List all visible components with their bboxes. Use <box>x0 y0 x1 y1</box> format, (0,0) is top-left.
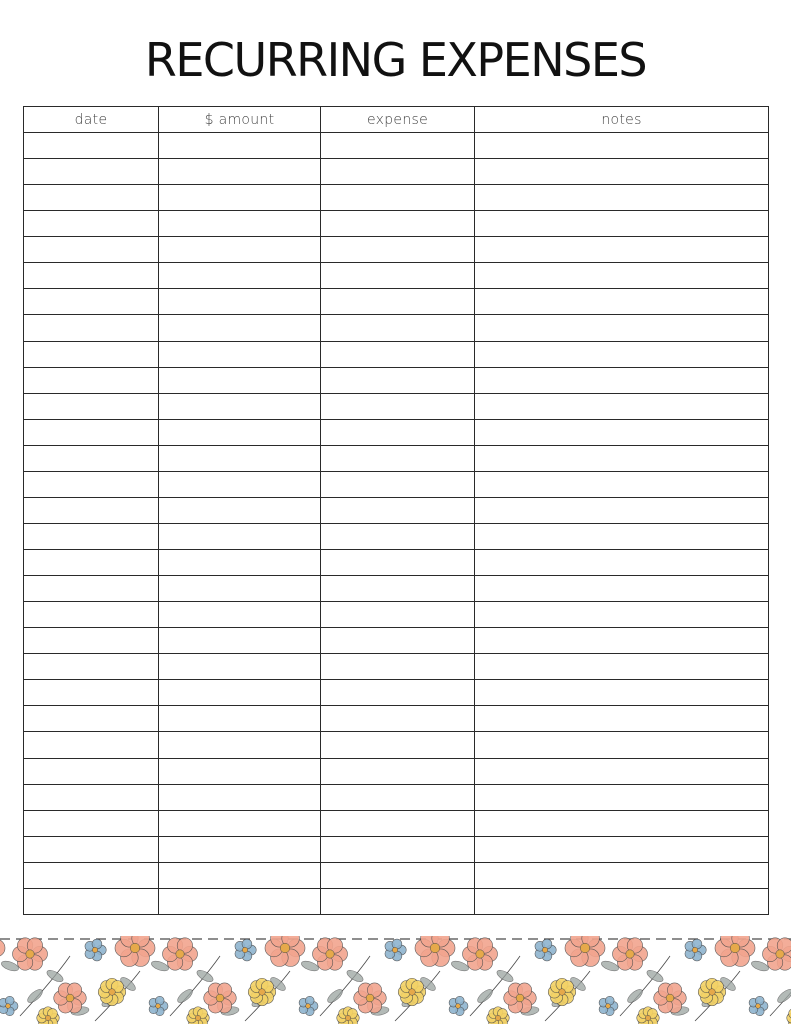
notes-cell[interactable] <box>475 602 769 628</box>
amount-cell[interactable] <box>159 680 321 706</box>
date-cell[interactable] <box>24 654 159 680</box>
table-row <box>24 133 769 159</box>
date-cell[interactable] <box>24 784 159 810</box>
flower-center-icon <box>216 994 224 1002</box>
notes-cell[interactable] <box>475 576 769 602</box>
amount-cell[interactable] <box>159 784 321 810</box>
flower-center-icon <box>259 989 266 996</box>
flower-center-icon <box>495 1015 500 1020</box>
table-row <box>24 289 769 315</box>
leaf-icon <box>176 987 195 1005</box>
expense-cell[interactable] <box>321 550 475 576</box>
amount-cell[interactable] <box>159 602 321 628</box>
table-row <box>24 497 769 523</box>
amount-cell[interactable] <box>159 706 321 732</box>
notes-cell[interactable] <box>475 497 769 523</box>
date-cell[interactable] <box>24 419 159 445</box>
expense-cell[interactable] <box>321 471 475 497</box>
amount-cell[interactable] <box>159 263 321 289</box>
notes-cell[interactable] <box>475 419 769 445</box>
notes-cell[interactable] <box>475 341 769 367</box>
expense-cell[interactable] <box>321 680 475 706</box>
date-cell[interactable] <box>24 758 159 784</box>
flower-center-icon <box>580 943 590 953</box>
date-cell[interactable] <box>24 862 159 888</box>
expense-cell[interactable] <box>321 523 475 549</box>
notes-cell[interactable] <box>475 159 769 185</box>
leaf-icon <box>326 987 345 1005</box>
notes-cell[interactable] <box>475 315 769 341</box>
flower-center-icon <box>242 947 247 952</box>
amount-cell[interactable] <box>159 888 321 914</box>
recurring-expenses-table <box>23 106 769 915</box>
date-cell[interactable] <box>24 497 159 523</box>
amount-cell[interactable] <box>159 497 321 523</box>
table-row <box>24 445 769 471</box>
notes-cell[interactable] <box>475 550 769 576</box>
flower-center-icon <box>709 989 716 996</box>
amount-cell[interactable] <box>159 211 321 237</box>
amount-cell[interactable] <box>159 237 321 263</box>
date-cell[interactable] <box>24 576 159 602</box>
leaf-icon <box>26 987 45 1005</box>
leaf-icon <box>626 987 645 1005</box>
table-row <box>24 758 769 784</box>
date-cell[interactable] <box>24 211 159 237</box>
expense-cell[interactable] <box>321 419 475 445</box>
flower-center-icon <box>130 943 140 953</box>
table-row <box>24 836 769 862</box>
notes-cell[interactable] <box>475 393 769 419</box>
table-row <box>24 211 769 237</box>
flower-center-icon <box>692 947 697 952</box>
expense-cell[interactable] <box>321 706 475 732</box>
amount-cell[interactable] <box>159 133 321 159</box>
flower-center-icon <box>392 947 397 952</box>
table-body <box>24 133 769 915</box>
expense-cell[interactable] <box>321 888 475 914</box>
expense-cell[interactable] <box>321 393 475 419</box>
flower-center-icon <box>366 994 374 1002</box>
amount-cell[interactable] <box>159 159 321 185</box>
flower-center-icon <box>476 950 484 958</box>
date-cell[interactable] <box>24 810 159 836</box>
table-row <box>24 159 769 185</box>
flower-center-icon <box>756 1004 761 1009</box>
notes-cell[interactable] <box>475 836 769 862</box>
flower-center-icon <box>26 950 34 958</box>
date-cell[interactable] <box>24 706 159 732</box>
column-header-date: date <box>24 107 159 133</box>
flower-center-icon <box>176 950 184 958</box>
table-row <box>24 471 769 497</box>
notes-cell[interactable] <box>475 706 769 732</box>
table-row <box>24 393 769 419</box>
flower-center-icon <box>6 1004 11 1009</box>
flower-center-icon <box>326 950 334 958</box>
flower-center-icon <box>345 1015 350 1020</box>
table-row <box>24 706 769 732</box>
expense-cell[interactable] <box>321 315 475 341</box>
date-cell[interactable] <box>24 732 159 758</box>
table-row <box>24 862 769 888</box>
amount-cell[interactable] <box>159 393 321 419</box>
table-row <box>24 628 769 654</box>
amount-cell[interactable] <box>159 862 321 888</box>
expense-cell[interactable] <box>321 289 475 315</box>
flower-center-icon <box>626 950 634 958</box>
date-cell[interactable] <box>24 628 159 654</box>
expense-cell[interactable] <box>321 237 475 263</box>
notes-cell[interactable] <box>475 628 769 654</box>
amount-cell[interactable] <box>159 523 321 549</box>
notes-cell[interactable] <box>475 367 769 393</box>
flower-center-icon <box>109 989 116 996</box>
notes-cell[interactable] <box>475 185 769 211</box>
amount-cell[interactable] <box>159 341 321 367</box>
flower-center-icon <box>45 1015 50 1020</box>
notes-cell[interactable] <box>475 680 769 706</box>
amount-cell[interactable] <box>159 185 321 211</box>
date-cell[interactable] <box>24 602 159 628</box>
table-row <box>24 550 769 576</box>
amount-cell[interactable] <box>159 289 321 315</box>
leaf-icon <box>645 968 665 984</box>
table-row <box>24 654 769 680</box>
floral-border <box>0 936 791 1024</box>
amount-cell[interactable] <box>159 419 321 445</box>
peach-flower-icon <box>0 939 5 957</box>
expense-cell[interactable] <box>321 159 475 185</box>
date-cell[interactable] <box>24 367 159 393</box>
notes-cell[interactable] <box>475 289 769 315</box>
table-row <box>24 419 769 445</box>
amount-cell[interactable] <box>159 628 321 654</box>
leaf-icon <box>195 968 215 984</box>
table-row <box>24 680 769 706</box>
column-header-amount: $ amount <box>159 107 321 133</box>
amount-cell[interactable] <box>159 758 321 784</box>
expense-cell[interactable] <box>321 497 475 523</box>
leaf-icon <box>45 968 65 984</box>
notes-cell[interactable] <box>475 784 769 810</box>
notes-cell[interactable] <box>475 237 769 263</box>
leaf-icon <box>345 968 365 984</box>
table-row <box>24 732 769 758</box>
date-cell[interactable] <box>24 185 159 211</box>
flower-center-icon <box>195 1015 200 1020</box>
flower-center-icon <box>542 947 547 952</box>
date-cell[interactable] <box>24 159 159 185</box>
column-header-expense: expense <box>321 107 475 133</box>
date-cell[interactable] <box>24 888 159 914</box>
notes-cell[interactable] <box>475 133 769 159</box>
table-row <box>24 523 769 549</box>
table-row <box>24 341 769 367</box>
notes-cell[interactable] <box>475 263 769 289</box>
date-cell[interactable] <box>24 445 159 471</box>
table-row <box>24 263 769 289</box>
amount-cell[interactable] <box>159 732 321 758</box>
expense-cell[interactable] <box>321 185 475 211</box>
table-row <box>24 888 769 914</box>
flower-center-icon <box>409 989 416 996</box>
amount-cell[interactable] <box>159 810 321 836</box>
expense-cell[interactable] <box>321 133 475 159</box>
notes-cell[interactable] <box>475 654 769 680</box>
table-row <box>24 237 769 263</box>
expense-cell[interactable] <box>321 341 475 367</box>
flower-center-icon <box>776 950 784 958</box>
expense-cell[interactable] <box>321 576 475 602</box>
expense-cell[interactable] <box>321 862 475 888</box>
table-row <box>24 810 769 836</box>
table-header-row <box>24 107 769 133</box>
date-cell[interactable] <box>24 133 159 159</box>
table-row <box>24 185 769 211</box>
expense-cell[interactable] <box>321 367 475 393</box>
flower-center-icon <box>516 994 524 1002</box>
date-cell[interactable] <box>24 393 159 419</box>
date-cell[interactable] <box>24 550 159 576</box>
date-cell[interactable] <box>24 315 159 341</box>
expense-cell[interactable] <box>321 602 475 628</box>
flower-center-icon <box>606 1004 611 1009</box>
flower-center-icon <box>280 943 290 953</box>
notes-cell[interactable] <box>475 471 769 497</box>
amount-cell[interactable] <box>159 367 321 393</box>
date-cell[interactable] <box>24 680 159 706</box>
expense-cell[interactable] <box>321 758 475 784</box>
amount-cell[interactable] <box>159 550 321 576</box>
flower-center-icon <box>156 1004 161 1009</box>
notes-cell[interactable] <box>475 445 769 471</box>
leaf-icon <box>776 987 791 1005</box>
leaf-icon <box>476 987 495 1005</box>
date-cell[interactable] <box>24 341 159 367</box>
expense-cell[interactable] <box>321 211 475 237</box>
expense-cell[interactable] <box>321 654 475 680</box>
amount-cell[interactable] <box>159 576 321 602</box>
notes-cell[interactable] <box>475 888 769 914</box>
notes-cell[interactable] <box>475 862 769 888</box>
notes-cell[interactable] <box>475 758 769 784</box>
expense-cell[interactable] <box>321 732 475 758</box>
flower-center-icon <box>559 989 566 996</box>
date-cell[interactable] <box>24 523 159 549</box>
date-cell[interactable] <box>24 263 159 289</box>
expense-cell[interactable] <box>321 445 475 471</box>
date-cell[interactable] <box>24 471 159 497</box>
page-title: RECURRING EXPENSES <box>144 33 647 87</box>
amount-cell[interactable] <box>159 836 321 862</box>
expense-cell[interactable] <box>321 810 475 836</box>
date-cell[interactable] <box>24 289 159 315</box>
notes-cell[interactable] <box>475 732 769 758</box>
flower-center-icon <box>730 943 740 953</box>
expense-cell[interactable] <box>321 263 475 289</box>
column-header-notes: notes <box>475 107 769 133</box>
expense-cell[interactable] <box>321 628 475 654</box>
amount-cell[interactable] <box>159 315 321 341</box>
expense-cell[interactable] <box>321 836 475 862</box>
flower-center-icon <box>666 994 674 1002</box>
table-row <box>24 602 769 628</box>
notes-cell[interactable] <box>475 523 769 549</box>
floral-pattern-image <box>0 936 791 1024</box>
table-row <box>24 315 769 341</box>
notes-cell[interactable] <box>475 810 769 836</box>
flower-center-icon <box>456 1004 461 1009</box>
flower-center-icon <box>306 1004 311 1009</box>
date-cell[interactable] <box>24 237 159 263</box>
flower-center-icon <box>430 943 440 953</box>
amount-cell[interactable] <box>159 654 321 680</box>
date-cell[interactable] <box>24 836 159 862</box>
expense-cell[interactable] <box>321 784 475 810</box>
table-row <box>24 784 769 810</box>
flower-center-icon <box>645 1015 650 1020</box>
table-row <box>24 367 769 393</box>
flower-center-icon <box>92 947 97 952</box>
amount-cell[interactable] <box>159 445 321 471</box>
flower-center-icon <box>66 994 74 1002</box>
amount-cell[interactable] <box>159 471 321 497</box>
notes-cell[interactable] <box>475 211 769 237</box>
table-row <box>24 576 769 602</box>
leaf-icon <box>495 968 515 984</box>
